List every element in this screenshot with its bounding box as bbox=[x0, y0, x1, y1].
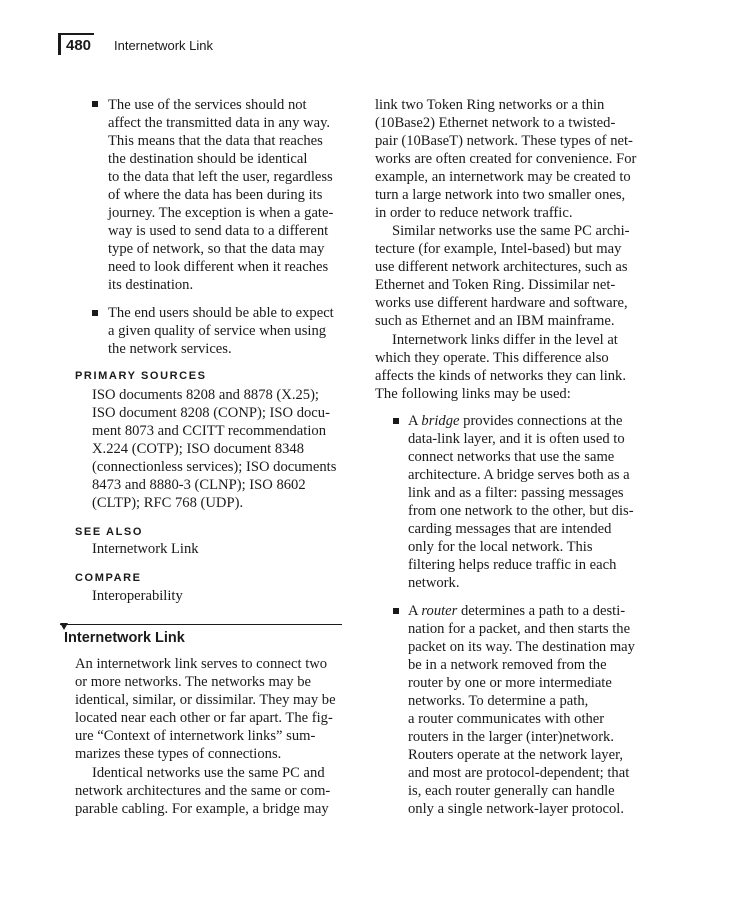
text-line: data-link layer, and it is often used to bbox=[408, 431, 625, 447]
text-line: located near each other or far apart. The fig- bbox=[75, 710, 333, 726]
text-line: (10Base2) Ethernet network to a twisted- bbox=[375, 115, 616, 131]
text-line: and most are protocol-dependent; that bbox=[408, 765, 630, 781]
text-line: (CLTP); RFC 768 (UDP). bbox=[92, 495, 244, 511]
text-line: to the data that left the user, regardless bbox=[108, 169, 333, 185]
text-line bbox=[408, 602, 625, 620]
text-line: link and as a filter: passing messages bbox=[408, 485, 624, 501]
see-also-heading: SEE ALSO bbox=[75, 526, 144, 538]
compare-link[interactable]: Interoperability bbox=[92, 588, 183, 604]
text-line: or more networks. The networks may be bbox=[75, 674, 312, 690]
text-fragment: determines a path to a desti- bbox=[457, 603, 626, 619]
text-line: routers in the larger (inter)network. bbox=[408, 729, 614, 745]
section-title: Internetwork Link bbox=[64, 630, 185, 646]
text-line: type of network, so that the data may bbox=[108, 241, 325, 257]
running-title: Internetwork Link bbox=[114, 38, 213, 53]
text-line: the destination should be identical bbox=[108, 151, 308, 167]
text-line: Identical networks use the same PC and bbox=[92, 765, 325, 781]
section-divider bbox=[60, 624, 342, 625]
text-line: ISO document 8208 (CONP); ISO docu- bbox=[92, 405, 330, 421]
text-line: is, each router generally can handle bbox=[408, 783, 615, 799]
primary-sources-heading: PRIMARY SOURCES bbox=[75, 370, 207, 382]
text-line: which they operate. This difference also bbox=[375, 350, 609, 366]
header-rule-top bbox=[58, 33, 94, 35]
bullet-icon bbox=[393, 608, 399, 614]
text-line: link two Token Ring networks or a thin bbox=[375, 97, 605, 113]
text-line: connect networks that use the same bbox=[408, 449, 615, 465]
text-line: pair (10BaseT) network. These types of net- bbox=[375, 133, 633, 149]
text-line: journey. The exception is when a gate- bbox=[108, 205, 334, 221]
text-line: affect the transmitted data in any way. bbox=[108, 115, 331, 131]
text-line: marizes these types of connections. bbox=[75, 746, 282, 762]
text-line: only a single network-layer protocol. bbox=[408, 801, 625, 817]
text-line: An internetwork link serves to connect two bbox=[75, 656, 328, 672]
text-line: its destination. bbox=[108, 277, 194, 293]
compare-heading: COMPARE bbox=[75, 572, 142, 584]
text-fragment: provides connections at the bbox=[459, 413, 623, 429]
page-number: 480 bbox=[66, 37, 92, 54]
text-line: ment 8073 and CCITT recommendation bbox=[92, 423, 326, 439]
bullet-icon bbox=[92, 310, 98, 316]
text-line: Similar networks use the same PC archi- bbox=[392, 223, 630, 239]
text-line: ure “Context of internetwork links” sum- bbox=[75, 728, 316, 744]
text-line: such as Ethernet and an IBM mainframe. bbox=[375, 313, 615, 329]
text-line: network. bbox=[408, 575, 460, 591]
text-line: of where the data has been during its bbox=[108, 187, 323, 203]
text-fragment: A bbox=[408, 413, 422, 429]
bullet-icon bbox=[92, 101, 98, 107]
text-line: affects the kinds of networks they can link. bbox=[375, 368, 627, 384]
text-fragment: A bbox=[408, 603, 422, 619]
term-router: router bbox=[421, 603, 458, 619]
text-line: router by one or more intermediate bbox=[408, 675, 612, 691]
text-line: (connectionless services); ISO documents bbox=[92, 459, 337, 475]
text-line bbox=[408, 412, 622, 430]
text-line: from one network to the other, but dis- bbox=[408, 503, 634, 519]
text-line: in order to reduce network traffic. bbox=[375, 205, 573, 221]
text-line: parable cabling. For example, a bridge may bbox=[75, 801, 329, 817]
text-line: identical, similar, or dissimilar. They may be bbox=[75, 692, 336, 708]
text-line: network architectures and the same or com- bbox=[75, 783, 331, 799]
text-line: The use of the services should not bbox=[108, 97, 307, 113]
term-bridge: bridge bbox=[421, 413, 460, 429]
text-line: architecture. A bridge serves both as a bbox=[408, 467, 630, 483]
text-line: example, an internetwork may be created to bbox=[375, 169, 631, 185]
text-line: Ethernet and Token Ring. Dissimilar net- bbox=[375, 277, 616, 293]
text-line: This means that the data that reaches bbox=[108, 133, 323, 149]
text-line: packet on its way. The destination may bbox=[408, 639, 635, 655]
text-line: Routers operate at the network layer, bbox=[408, 747, 623, 763]
text-line: X.224 (COTP); ISO document 8348 bbox=[92, 441, 305, 457]
triangle-marker-icon bbox=[60, 623, 68, 630]
text-line: way is used to send data to a different bbox=[108, 223, 329, 239]
text-line: nation for a packet, and then starts the bbox=[408, 621, 631, 637]
see-also-link[interactable]: Internetwork Link bbox=[92, 541, 199, 557]
text-line: filtering helps reduce traffic in each bbox=[408, 557, 617, 573]
text-line: ISO documents 8208 and 8878 (X.25); bbox=[92, 387, 319, 403]
text-line: be in a network removed from the bbox=[408, 657, 607, 673]
text-line: carding messages that are intended bbox=[408, 521, 612, 537]
text-line: Internetwork links differ in the level at bbox=[392, 332, 618, 348]
text-line: 8473 and 8880-3 (CLNP); ISO 8602 bbox=[92, 477, 306, 493]
text-line: need to look different when it reaches bbox=[108, 259, 329, 275]
bullet-icon bbox=[393, 418, 399, 424]
text-line: a given quality of service when using bbox=[108, 323, 327, 339]
header-rule bbox=[58, 33, 61, 55]
text-line: only for the local network. This bbox=[408, 539, 593, 555]
text-line: works use different hardware and software, bbox=[375, 295, 628, 311]
text-line: a router communicates with other bbox=[408, 711, 605, 727]
text-line: The following links may be used: bbox=[375, 386, 571, 402]
text-line: The end users should be able to expect bbox=[108, 305, 334, 321]
text-line: works are often created for convenience. For bbox=[375, 151, 637, 167]
text-line: tecture (for example, Intel-based) but may bbox=[375, 241, 622, 257]
text-line: turn a large network into two smaller ones, bbox=[375, 187, 626, 203]
text-line: the network services. bbox=[108, 341, 232, 357]
text-line: use different network architectures, such as bbox=[375, 259, 628, 275]
text-line: networks. To determine a path, bbox=[408, 693, 589, 709]
